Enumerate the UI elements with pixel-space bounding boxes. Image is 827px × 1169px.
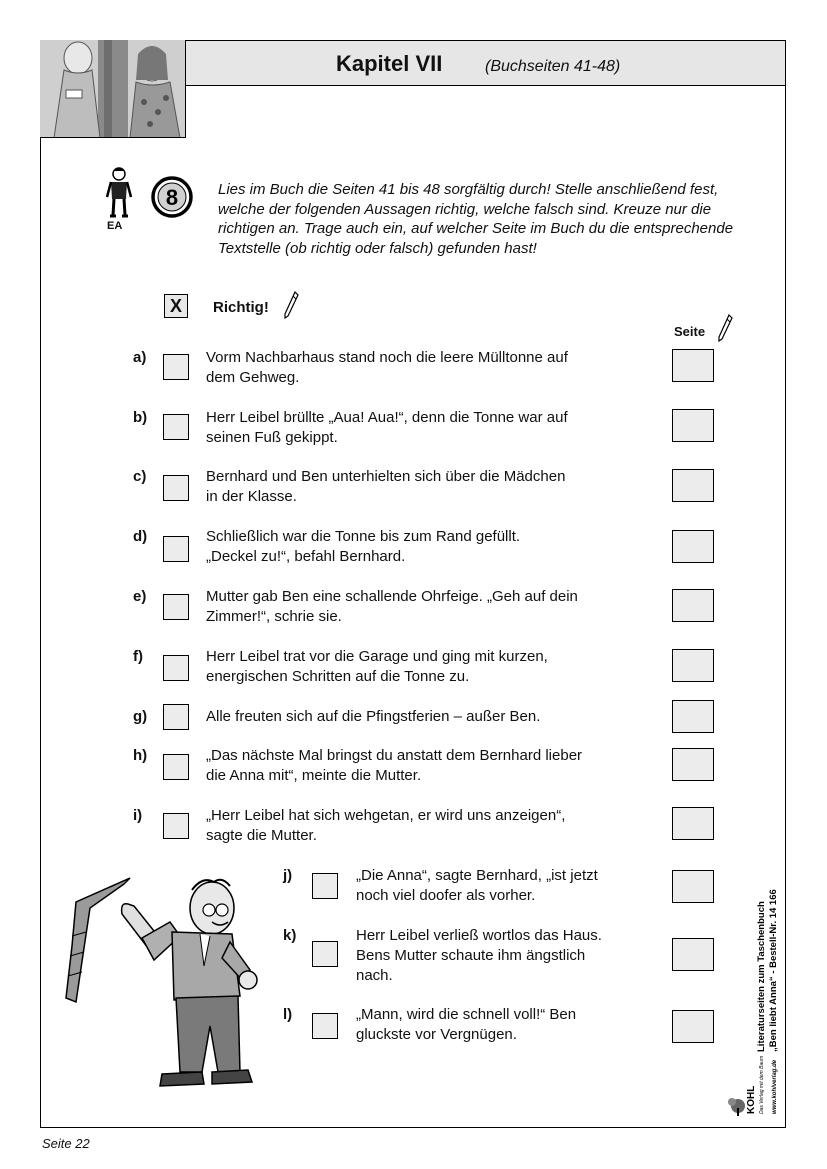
example-label: Richtig!	[213, 299, 269, 316]
page-number-field[interactable]	[672, 469, 714, 502]
item-checkbox[interactable]	[163, 594, 189, 620]
cover-illustration	[40, 40, 186, 138]
page-number-field[interactable]	[672, 700, 714, 733]
publisher-logo	[728, 1046, 784, 1123]
task-number-badge	[151, 176, 193, 218]
item-statement: Herr Leibel brüllte „Aua! Aua!“, denn die Tonne war auf seinen Fuß gekippt.	[206, 409, 568, 446]
page-number-field[interactable]	[672, 589, 714, 622]
item-letter: h)	[133, 747, 148, 764]
pencil-icon	[283, 291, 299, 324]
item-checkbox[interactable]	[163, 655, 189, 681]
herr-leibel-illustration	[62, 876, 262, 1106]
item-statement: „Die Anna“, sagte Bernhard, „ist jetzt noch viel doofer als vorher.	[356, 867, 598, 904]
page-column-header: Seite	[674, 324, 706, 339]
item-statement: Herr Leibel trat vor die Garage und ging mit kurzen, energischen Schritten auf die Tonne zu.	[206, 648, 548, 685]
item-letter: c)	[133, 468, 147, 485]
item-statement: Schließlich war die Tonne bis zum Rand gefüllt. „Deckel zu!“, befahl Bernhard.	[206, 528, 521, 565]
item-letter: k)	[283, 927, 297, 944]
task-instructions: Lies im Buch die Seiten 41 bis 48 sorgfältig durch! Stelle anschließend fest, welche der folgenden Aussagen richtig, welche falsch sind. Kreuze nur die richtigen an. Trage auch ein, auf welcher Seite im Buch du die entsprechende Textstelle (ob richtig oder falsch) gefunden hast!	[218, 181, 734, 257]
item-checkbox[interactable]	[312, 1013, 338, 1039]
item-checkbox[interactable]	[163, 754, 189, 780]
item-checkbox[interactable]	[312, 941, 338, 967]
publisher-name: KOHL	[746, 1085, 757, 1114]
item-checkbox[interactable]	[163, 414, 189, 440]
page-number-field[interactable]	[672, 530, 714, 563]
page-number-field[interactable]	[672, 938, 714, 971]
item-letter: i)	[133, 807, 143, 824]
item-letter: f)	[133, 648, 143, 665]
person-icon	[106, 167, 132, 223]
work-mode-label: EA	[107, 220, 123, 232]
item-statement: Mutter gab Ben eine schallende Ohrfeige. „Geh auf dein Zimmer!“, schrie sie.	[206, 588, 578, 625]
item-statement: Alle freuten sich auf die Pfingstferien – außer Ben.	[206, 708, 541, 725]
page-subtitle: (Buchseiten 41-48)	[485, 58, 621, 75]
side-publication-info	[752, 856, 782, 1056]
item-statement: „Mann, wird die schnell voll!“ Ben gluckste vor Vergnügen.	[356, 1006, 577, 1043]
pencil-icon	[717, 314, 733, 347]
item-checkbox[interactable]	[163, 354, 189, 380]
task-number: 8	[165, 185, 179, 210]
item-letter: a)	[133, 349, 147, 366]
page-number-field[interactable]	[672, 870, 714, 903]
item-letter: d)	[133, 528, 148, 545]
item-checkbox[interactable]	[163, 813, 189, 839]
publisher-url: www.kohlverlag.de	[772, 1059, 778, 1114]
item-checkbox[interactable]	[163, 704, 189, 730]
item-statement: Herr Leibel verließ wortlos das Haus. Bens Mutter schaute ihm ängstlich nach.	[356, 927, 602, 984]
item-checkbox[interactable]	[312, 873, 338, 899]
page-number-field[interactable]	[672, 1010, 714, 1043]
page-number-field[interactable]	[672, 748, 714, 781]
side-line-2: „Ben liebt Anna“ - Bestell-Nr. 14 166	[768, 889, 779, 1052]
publisher-tagline: Das Verlag mit dem Baum	[759, 1055, 765, 1114]
item-letter: b)	[133, 409, 148, 426]
page-number-field[interactable]	[672, 649, 714, 682]
page-number-field[interactable]	[672, 409, 714, 442]
item-letter: g)	[133, 708, 148, 725]
item-checkbox[interactable]	[163, 475, 189, 501]
page-title: Kapitel VII	[336, 51, 443, 76]
page-number-field[interactable]	[672, 349, 714, 382]
item-letter: j)	[283, 867, 293, 884]
item-statement: „Herr Leibel hat sich wehgetan, er wird uns anzeigen“, sagte die Mutter.	[206, 807, 566, 844]
item-checkbox[interactable]	[163, 536, 189, 562]
item-letter: e)	[133, 588, 147, 605]
item-statement: Bernhard und Ben unterhielten sich über die Mädchen in der Klasse.	[206, 468, 566, 505]
item-letter: l)	[283, 1006, 293, 1023]
item-statement: „Das nächste Mal bringst du anstatt dem Bernhard lieber die Anna mit“, meinte die Mutter.	[206, 747, 583, 784]
page-number-field[interactable]	[672, 807, 714, 840]
example-checkbox: X	[164, 294, 188, 318]
page-number: Seite 22	[42, 1136, 90, 1151]
item-statement: Vorm Nachbarhaus stand noch die leere Mülltonne auf dem Gehweg.	[206, 349, 568, 386]
side-line-1: Literaturseiten zum Taschenbuch	[756, 901, 767, 1052]
